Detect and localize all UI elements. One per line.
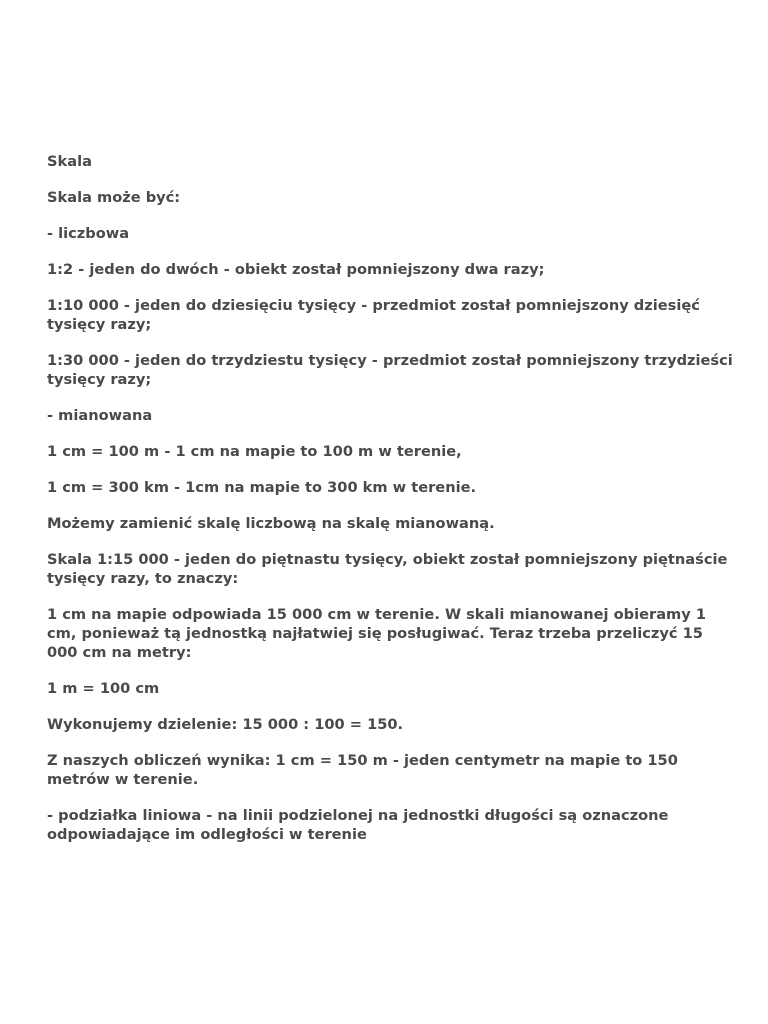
document-body [47,152,737,861]
paragraph-example-1-30000: 1:30 000 - jeden do trzydziestu tysięcy - przedmiot został pomniejszony trzydzieści tysięcy razy; [47,352,733,388]
paragraph-scale-15000: Skala 1:15 000 - jeden do piętnastu tysięcy, obiekt został pomniejszony piętnaście tysięcy razy, to znaczy: [47,551,728,587]
paragraph-intro: Skala może być: [47,189,181,206]
paragraph-example-1-2: 1:2 - jeden do dwóch - obiekt został pomniejszony dwa razy; [47,261,545,278]
paragraph-example-100m: 1 cm = 100 m - 1 cm na mapie to 100 m w terenie, [47,443,462,460]
list-item-mianowana: - mianowana [47,407,153,424]
paragraph-result: Z naszych obliczeń wynika: 1 cm = 150 m - jeden centymetr na mapie to 150 metrów w terenie. [47,752,678,788]
paragraph-conversion-explanation: 1 cm na mapie odpowiada 15 000 cm w terenie. W skali mianowanej obieramy 1 cm, ponieważ tą jednostką najłatwiej się posługiwać. Teraz trzeba przeliczyć 15 000 cm na metry: [47,606,706,661]
paragraph-division: Wykonujemy dzielenie: 15 000 : 100 = 150. [47,716,404,733]
paragraph-meter-definition: 1 m = 100 cm [47,680,160,697]
list-item-liczbowa: - liczbowa [47,225,130,242]
list-item-podzialka-liniowa: - podziałka liniowa - na linii podzielonej na jednostki długości są oznaczone odpowiadające im odległości w terenie [47,807,669,843]
paragraph-conversion-intro: Możemy zamienić skalę liczbową na skalę mianowaną. [47,515,495,532]
paragraph-example-1-10000: 1:10 000 - jeden do dziesięciu tysięcy - przedmiot został pomniejszony dziesięć tysięcy razy; [47,297,700,333]
paragraph-example-300km: 1 cm = 300 km - 1cm na mapie to 300 km w terenie. [47,479,477,496]
document-title: Skala [47,153,92,170]
